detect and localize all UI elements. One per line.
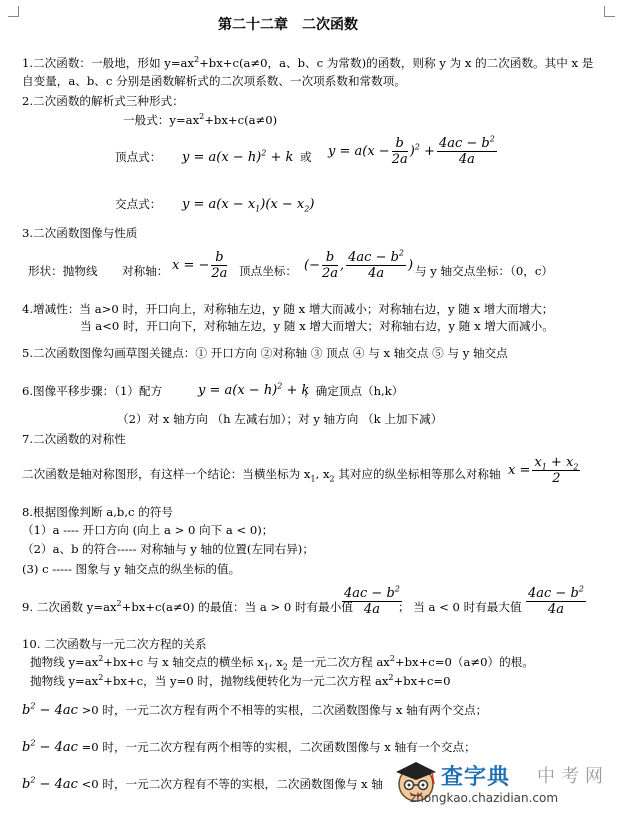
axis-label: 对称轴：	[122, 264, 169, 278]
fraction-b-over-2a-axis: $\frac{b}{2a}$	[211, 250, 228, 281]
s9-min-fraction: $\frac{4ac - b^2}{4a}$	[344, 584, 400, 617]
general-form: 一般式：$y=ax^2+bx+c(a\ne 0)$	[123, 112, 278, 127]
vertex-or: 或	[300, 150, 312, 164]
crop-mark-top-left	[8, 6, 19, 17]
s9-max-fraction: $\frac{4ac - b^2}{4a}$	[528, 584, 584, 617]
s1-line-1: 1.二次函数：一般地，形如 $y=ax^2+bx+c(a\ne 0$，a、b、c 为常数)的函数，则称 y 为 x 的二次函数。其中 x 是	[22, 55, 594, 70]
axis-formula: x = − $\frac{b}{2a}$	[172, 250, 228, 281]
fraction-b-over-2a: $\frac{b}{2a}$	[391, 136, 408, 167]
logo-url: zhongkao.chazidian.com	[410, 791, 559, 805]
logo-sub-text: 中考网	[537, 766, 609, 787]
page-title: 第二十二章 二次函数	[218, 17, 358, 33]
s3-heading: 3.二次函数图像与性质	[22, 226, 138, 240]
s4-line-2: 当 a<0 时，开口向下，对称轴左边，y 随 x 增大而增大；对称轴右边，y 随 x 增大而减小。	[80, 319, 554, 333]
s7-text: 二次函数是轴对称图形，有这样一个结论：当横坐标为 $x_1$, $x_2$ 其对应的纵坐标相等那么对称轴	[22, 467, 501, 484]
s7-formula: x = $\frac{x_1 + x_2}{2}$	[508, 455, 579, 486]
s1-line-2: 自变量，a、b、c 分别是函数解析式的二次项系数、一次项系数和常数项。	[22, 74, 406, 88]
discriminant-positive: $b^2 - 4ac >0$ 时，一元二次方程有两个不相等的实根，二次函数图像与 x 轴有两个交点；	[22, 701, 488, 718]
vertex-form-label: 顶点式：	[115, 150, 162, 164]
logo-brand-text: 查字典	[441, 765, 511, 790]
s8-item-2: （2）a、b 的符合----- 对称轴与 y 轴的位置(左同右异)；	[22, 542, 314, 556]
vertex-form-formula: $y = a(x - h)^2 + k$	[182, 148, 294, 165]
s10-line-2: 抛物线 $y=ax^2+bx+c$，当 y=0 时，抛物线便转化为一元二次方程 $ax^2+bx+c=0$	[30, 673, 451, 688]
fraction-4ac-b2-over-4a: $\frac{4ac - b^2}{4a}$	[438, 134, 495, 167]
s7-heading: 7.二次函数的对称性	[22, 432, 126, 446]
s8-item-1: （1）a ---- 开口方向 (向上 a > 0 向下 a < 0)；	[22, 523, 274, 537]
fraction-x1-x2-over-2: $\frac{x_1 + x_2}{2}$	[534, 455, 579, 486]
vertex-coord-formula: (− $\frac{b}{2a}$ , $\frac{4ac - b^2}{4a}$ )	[304, 248, 414, 281]
chazidian-logo	[392, 756, 614, 812]
s2-heading: 2.二次函数的解析式三种形式：	[22, 94, 184, 108]
s4-line-1: 4.增减性：当 a>0 时，开口向上，对称轴左边，y 随 x 增大而减小；对称轴右边，y 随 x 增大而增大；	[22, 302, 554, 316]
s6-tail: ，确定顶点（h,k）	[304, 384, 404, 398]
intercept-form-formula: $y = a(x - x_1)(x - x_2)$	[182, 197, 315, 214]
s8-heading: 8.根据图像判断 a,b,c 的符号	[22, 505, 173, 519]
fraction-b-over-2a-vertex: $\frac{b}{2a}$	[321, 250, 338, 281]
fraction-4ac-b2-over-4a-vertex: $\frac{4ac - b^2}{4a}$	[348, 248, 405, 281]
crop-mark-top-right	[604, 6, 615, 17]
s10-heading: 10. 二次函数与一元二次方程的关系	[22, 637, 207, 651]
vertex-coord-label: 顶点坐标：	[239, 264, 297, 278]
discriminant-negative: $b^2 - 4ac <0$ 时，一元二次方程有不等的实根，二次函数图像与 x 轴	[22, 775, 383, 792]
intercept-form-label: 交点式：	[115, 197, 162, 211]
s6-line-2: （2）对 x 轴方向 （h 左减右加）；对 y 轴方向 （k 上加下减）	[117, 412, 443, 426]
vertex-form-alt: y = a(x − $\frac{b}{2a}$ )$^2$ + $\frac{4ac - b^2}{4a}$	[328, 134, 495, 167]
s10-line-1: 抛物线 $y=ax^2+bx+c$ 与 x 轴交点的横坐标 $x_1$, $x_2$ 是一元二次方程 $ax^2+bx+c=0(a\ne 0)$的根。	[30, 654, 534, 672]
s6-formula: $y = a(x - h)^2 + k$	[198, 381, 310, 398]
s6-line-1: 6.图像平移步骤：（1）配方	[22, 384, 163, 398]
s9-line: 9. 二次函数 $y=ax^2+bx+c(a\ne 0)$ 的最值：当 a > 0 时有最小值	[22, 599, 353, 614]
s8-item-3: (3) c ----- 图象与 y 轴交点的纵坐标的值。	[22, 562, 241, 576]
discriminant-zero: $b^2 - 4ac =0$ 时，一元二次方程有两个相等的实根，二次函数图像与 x 轴有一个交点；	[22, 738, 476, 755]
s9-max-text: ； 当 a < 0 时有最大值	[398, 600, 522, 614]
shape-text: 形状：抛物线	[28, 264, 98, 278]
y-intercept-text: 与 y 轴交点坐标：（0，c）	[415, 264, 553, 278]
s5-text: 5.二次函数图像勾画草图关键点：① 开口方向 ②对称轴 ③ 顶点 ④ 与 x 轴交点 ⑤ 与 y 轴交点	[22, 346, 508, 360]
